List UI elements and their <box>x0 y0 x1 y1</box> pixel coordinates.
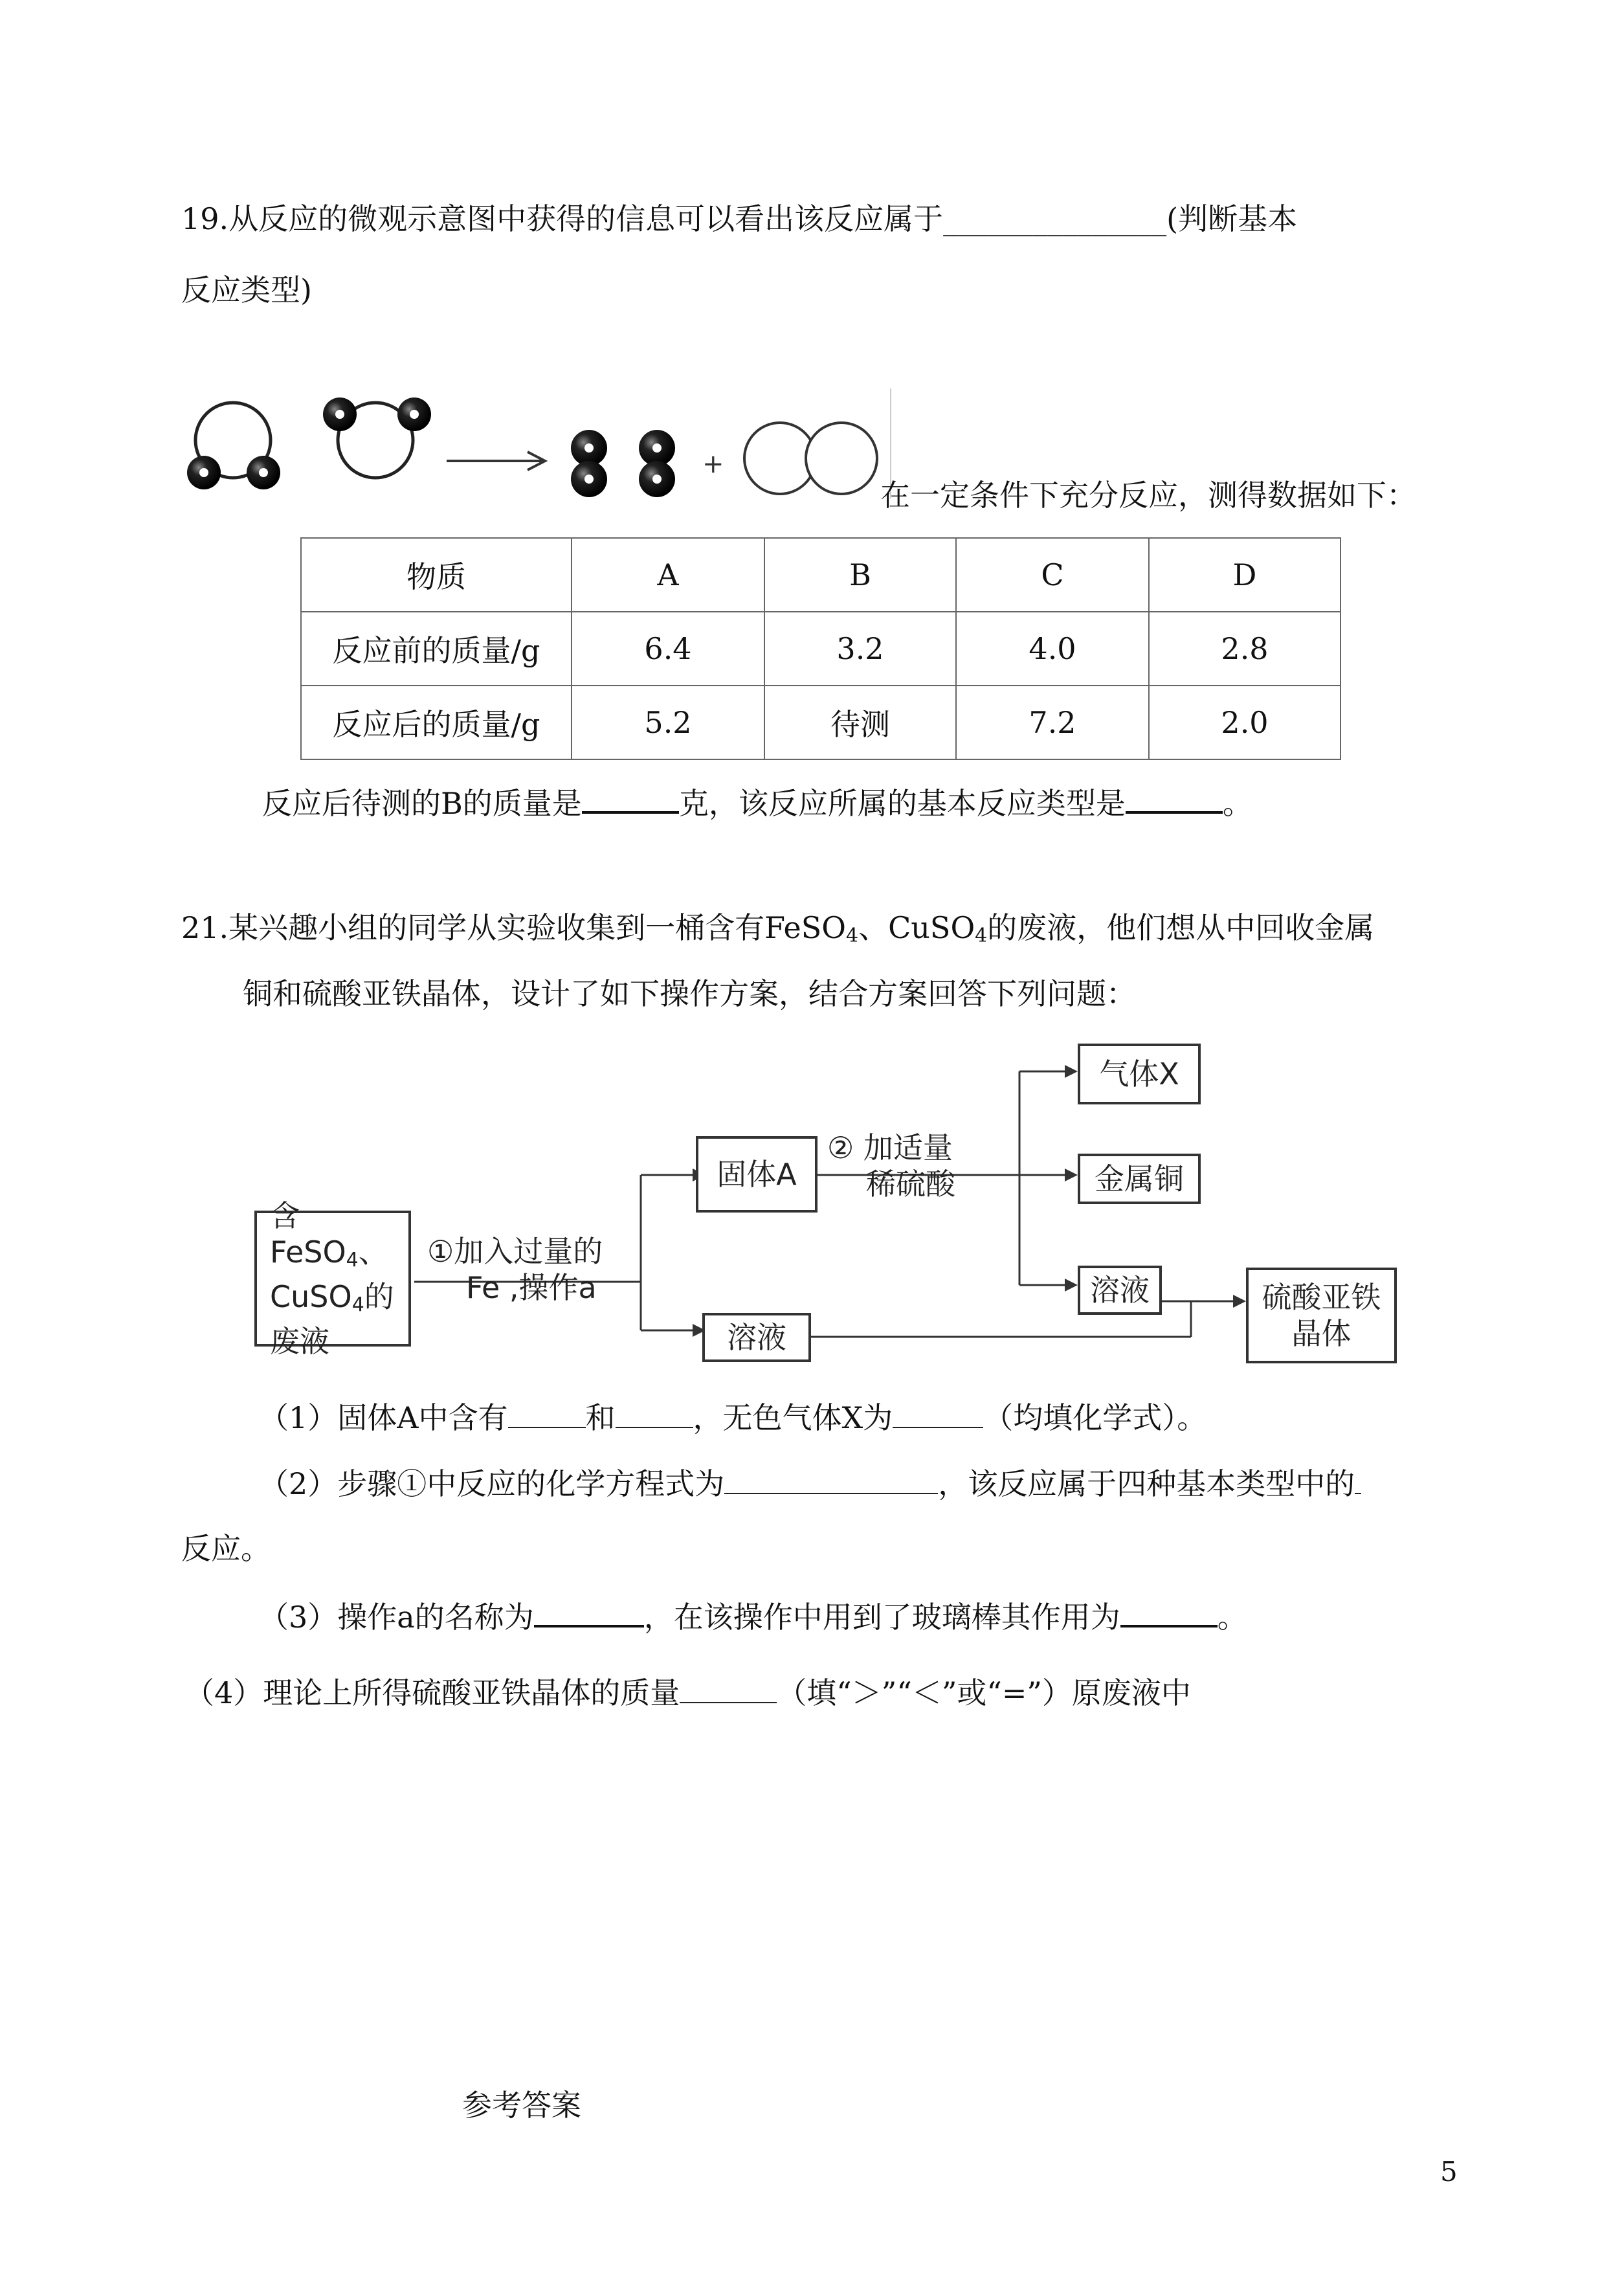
flow-start-sub: 4 <box>346 1249 359 1271</box>
q21-sub1-text: （1）固体A中含有 <box>259 1400 508 1435</box>
flow-start-line1 <box>270 1198 408 1279</box>
q21-sub1-blank-3[interactable] <box>893 1397 983 1428</box>
q19-text-tail: (判断基本 <box>1166 201 1298 236</box>
q19-text: 19.从反应的微观示意图中获得的信息可以看出该反应属于 <box>181 201 944 236</box>
table-header-cell: 物质 <box>301 538 572 612</box>
q19-answer-blank[interactable]: _______________ <box>943 201 1167 236</box>
q21-line2: 铜和硫酸亚铁晶体，设计了如下操作方案，结合方案回答下列问题： <box>243 976 1136 1011</box>
q20-intro-text: 在一定条件下充分反应，测得数据如下： <box>880 478 1416 513</box>
flow-start-text: 的 <box>364 1279 394 1314</box>
flow-product-line1: 硫酸亚铁 <box>1262 1280 1381 1315</box>
flow-start-waste-liquid <box>254 1198 411 1359</box>
q21-sub2 <box>259 1463 1361 1503</box>
table-cell: 4.0 <box>956 612 1149 686</box>
q21-sub1-text: 和 <box>585 1400 616 1435</box>
flow-solution-2: 溶液 <box>1078 1266 1162 1315</box>
flow-start-text: CuSO <box>270 1279 352 1314</box>
q21-sub1-blank-1[interactable] <box>508 1397 586 1428</box>
table-cell: 2.0 <box>1149 686 1340 759</box>
flow-step2-label <box>827 1130 955 1202</box>
q21-sub4-text: （填“＞”“＜”或“=”）原废液中 <box>777 1675 1191 1710</box>
q21-sub3-text: 。 <box>1217 1600 1247 1635</box>
flow-start-line3: 废液 <box>270 1324 329 1359</box>
flow-start-text: 、 <box>358 1235 388 1270</box>
flow-step1-line1: ①加入过量的 <box>427 1234 603 1269</box>
table-header-cell: D <box>1149 538 1340 612</box>
table-cell: 反应前的质量/g <box>301 612 572 686</box>
flow-step1-line2: Fe ,操作a <box>466 1270 597 1305</box>
flow-solid-a: 固体A <box>696 1136 818 1213</box>
q20-question-text-1: 反应后待测的B的质量是 <box>262 786 582 821</box>
q21-sub3-text: （3）操作a的名称为 <box>259 1600 534 1635</box>
q21-sub1-text: （均填化学式）。 <box>983 1400 1207 1435</box>
table-header-cell: A <box>572 538 764 612</box>
flow-step1-label <box>427 1233 603 1306</box>
table-header-cell: B <box>764 538 956 612</box>
table-cell: 2.8 <box>1149 612 1340 686</box>
flow-product-crystal <box>1246 1268 1397 1363</box>
q21-sub1 <box>259 1397 1207 1437</box>
flow-copper: 金属铜 <box>1078 1154 1201 1204</box>
q21-subscript: 4 <box>975 924 988 947</box>
flow-gas-x: 气体X <box>1078 1044 1201 1104</box>
table-header-cell: C <box>956 538 1149 612</box>
flow-solution-1: 溶液 <box>702 1313 811 1362</box>
flow-step2-line2: 稀硫酸 <box>866 1167 955 1202</box>
q21-sub3 <box>259 1595 1247 1637</box>
svg-text:+: + <box>702 449 724 479</box>
table-cell: 3.2 <box>764 612 956 686</box>
page-number: 5 <box>1440 2156 1458 2187</box>
q21-sub1-blank-2[interactable] <box>616 1397 693 1428</box>
q21-sub3-blank-2[interactable] <box>1120 1595 1218 1627</box>
q20-question-text-2: 克，该反应所属的基本反应类型是 <box>678 786 1126 821</box>
q21-sub3-blank-1[interactable] <box>534 1595 644 1627</box>
q21-sub4-text: （4）理论上所得硫酸亚铁晶体的质量 <box>184 1675 680 1710</box>
q21-sub4-blank[interactable] <box>680 1672 777 1703</box>
q21-text-b: 、CuSO <box>858 910 975 945</box>
flow-start-sub: 4 <box>351 1293 364 1316</box>
q21-sub3-text: ，在该操作中用到了玻璃棒其作用为 <box>643 1600 1120 1635</box>
q21-sub2-blank-1[interactable] <box>724 1463 938 1494</box>
flow-start-line2 <box>270 1279 394 1323</box>
q21-sub2-blank-2[interactable] <box>1355 1463 1361 1494</box>
table-cell: 待测 <box>764 686 956 759</box>
q21-sub1-text: ，无色气体X为 <box>693 1400 893 1435</box>
answer-heading: 参考答案 <box>462 2088 581 2123</box>
q21-text-c: 的废液，他们想从中回收金属 <box>987 910 1375 945</box>
table-cell: 反应后的质量/g <box>301 686 572 759</box>
q20-question-end: 。 <box>1222 786 1252 821</box>
q21-sub2-text: ，该反应属于四种基本类型中的 <box>938 1466 1355 1501</box>
flow-start-text: 含FeSO <box>270 1198 346 1270</box>
q21-text-a: 21.某兴趣小组的同学从实验收集到一桶含有FeSO <box>181 910 847 945</box>
flow-product-line2: 晶体 <box>1291 1316 1351 1351</box>
q19-line2: 反应类型) <box>181 273 312 308</box>
q21-subscript: 4 <box>846 924 859 947</box>
table-cell: 7.2 <box>956 686 1149 759</box>
q21-sub2-line2: 反应。 <box>181 1531 271 1566</box>
q21-sub2-text: （2）步骤①中反应的化学方程式为 <box>259 1466 725 1501</box>
table-cell: 6.4 <box>572 612 764 686</box>
flow-step2-line1: ② 加适量 <box>827 1130 953 1165</box>
table-cell: 5.2 <box>572 686 764 759</box>
q21-sub4 <box>184 1672 1191 1712</box>
